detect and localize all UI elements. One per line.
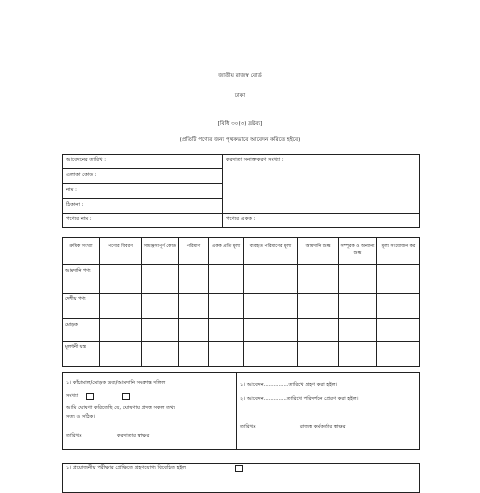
address-field[interactable]: ঠিকানা : — [66, 202, 84, 208]
row-packaging: মোড়ক — [65, 323, 78, 328]
product-unit-field[interactable]: পণ্যের একক : — [226, 216, 256, 222]
header-description: পণ্যের বিবরণ — [108, 244, 133, 249]
document-reference-label: ১। কাঁচামাল/মোড়ক দ্রব্য/আমদানি সংক্রান্ত দলিল — [66, 380, 166, 386]
area-code-field[interactable]: এলাকা কোড : — [66, 172, 97, 178]
declaration-statement-end: সত্য ও সঠিক। — [66, 414, 96, 420]
header-used-value: ব্যবহৃত পরিমাণের মূল্য — [249, 244, 292, 249]
header-import-duty: আমদানি শুল্ক — [305, 244, 331, 249]
header-vat: মূল্য সংযোজন কর — [381, 244, 416, 249]
applicant-info-divider — [222, 154, 223, 228]
header-supplementary-duty: সম্পূরক ও অন্যান্য শুল্ক — [340, 244, 375, 256]
taxpayer-signature-label: করদাতার স্বাক্ষর — [117, 433, 150, 439]
name-field[interactable]: নাম : — [66, 187, 77, 193]
header-quantity: পরিমাণ — [186, 244, 201, 249]
header-serial: ক্রমিক সংখ্যা — [69, 244, 93, 249]
row-local-goods: দেশীয় পণ্য — [65, 297, 86, 302]
city-title: ঢাকা — [234, 93, 246, 99]
row-imported-goods: আমদানি পণ্য — [65, 269, 91, 274]
approval-checkbox[interactable] — [235, 465, 243, 472]
approval-statement: ১। প্রয়োজনীয় পরীক্ষার প্রেক্ষিতে গ্রহণযোগ্য বিবেচিত হইল — [66, 465, 187, 471]
product-name-field[interactable]: পণ্যের নাম : — [66, 216, 92, 222]
rule-reference: [বিধি ৩০(৩) দ্রষ্টব্য] — [217, 121, 263, 127]
row-capital-machinery: মূলধনী যন্ত্র — [65, 345, 86, 350]
inspection-date-line: ২। আবেদন..............তারিখে পরিদর্শনে প্রেরণ করা হইল। — [240, 396, 359, 402]
tax-registration-field[interactable]: করদাতা সনাক্তকরণ সংখ্যা : — [226, 157, 284, 163]
org-title: জাতীয় রাজস্ব বোর্ড — [218, 73, 262, 79]
declaration-statement: আমি ঘোষণা করিতেছি যে, ঘোষণায় প্রদত্ত সকল তথ্য — [66, 405, 175, 411]
officer-date-label: তারিখঃ — [240, 424, 256, 430]
document-number-checkbox[interactable] — [86, 393, 94, 400]
header-unit-price: একক প্রতি মূল্য — [211, 244, 241, 249]
document-number-label: সংখ্যা — [66, 393, 79, 399]
officer-signature-label: রাজস্ব কর্মকর্তার স্বাক্ষর — [300, 424, 346, 430]
application-date-field[interactable]: আবেদনের তারিখ : — [66, 157, 106, 163]
instruction-text: (প্রতিটি পণ্যের জন্য পৃথকভাবে আবেদন করিতে হইবে) — [179, 137, 301, 143]
taxpayer-date-label: তারিখঃ — [66, 433, 82, 439]
header-hs-code: সামঞ্জস্যপূর্ণ কোড — [143, 244, 177, 249]
received-date-line: ১। আবেদন...............তারিখে গ্রহণ করা হইল। — [240, 382, 338, 388]
document-number-checkbox-2[interactable] — [122, 393, 130, 400]
